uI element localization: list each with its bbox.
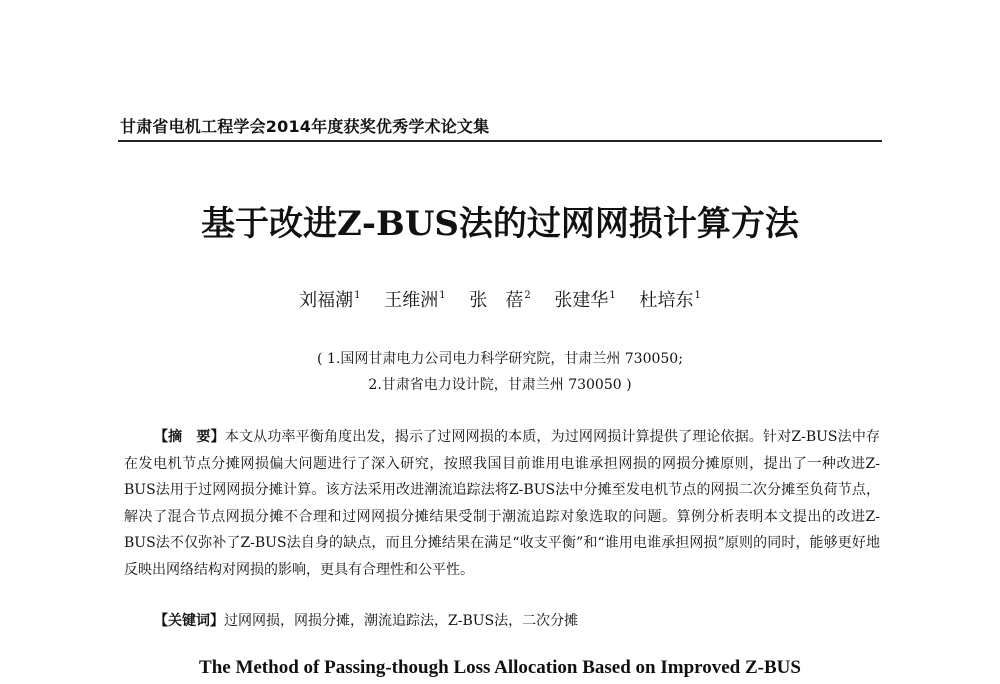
author: 张 蓓$^2$: [469, 290, 531, 311]
author: 刘福潮$^1$: [299, 290, 361, 311]
affiliation-2: 2.甘肃省电力设计院，甘肃兰州 730050 ): [368, 377, 632, 393]
abstract-text: 本文从功率平衡角度出发，揭示了过网网损的本质，为过网网损计算提供了理论依据。针对Z-BUS法中存在发电机节点分摊网损偏大问题进行了深入研究，按照我国目前谁用电谁承担网损的网损分摊原则，提出了一种改进Z-BUS法用于过网网损分摊计算。该方法采用改进潮流追踪法将Z-BUS法中分摊至发电机节点的网损二次分摊至负荷节点，解决了混合节点网损分摊不合理和过网网损分摊结果受制于潮流追踪对象选取的问题。算例分析表明本文提出的改进Z-BUS法不仅弥补了Z-BUS法自身的缺点，而且分摊结果在满足“收支平衡”和“谁用电谁承担网损”原则的同时，能够更好地反映出网络结构对网损的影响，更具有合理性和公平性。: [124, 429, 881, 578]
keywords-label: 【关键词】: [154, 613, 224, 629]
header-divider: [118, 140, 882, 142]
affiliation-1: ( 1.国网甘肃电力公司电力科学研究院，甘肃兰州 730050;: [317, 351, 683, 367]
english-title: The Method of Passing-though Loss Allocation Based on Improved Z-BUS: [199, 657, 801, 678]
author: 王维洲$^1$: [384, 290, 446, 311]
abstract-label: 【摘 要】: [154, 429, 225, 445]
author: 杜培东$^1$: [639, 290, 701, 311]
abstract: [124, 424, 880, 583]
running-header: 甘肃省电机工程学会2014年度获奖优秀学术论文集: [120, 117, 490, 136]
keywords-text: 过网网损，网损分摊，潮流追踪法，Z-BUS法，二次分摊: [224, 613, 579, 629]
author-list: [0, 286, 1000, 312]
keywords: [154, 610, 578, 630]
author: 张建华$^1$: [554, 290, 616, 311]
paper-title: 基于改进Z-BUS法的过网网损计算方法: [201, 204, 799, 244]
